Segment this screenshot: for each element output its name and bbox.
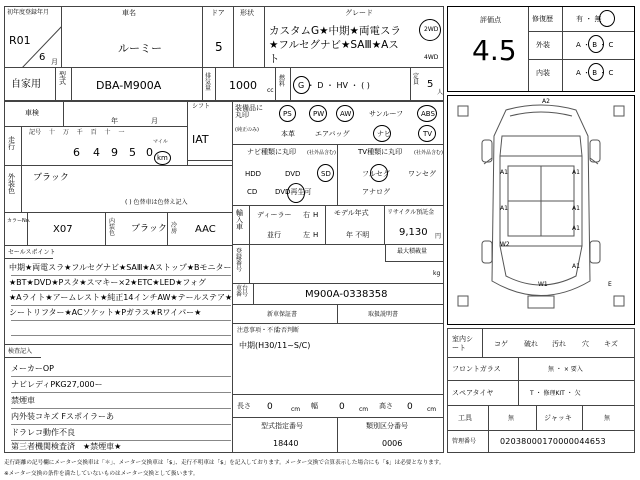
nav-type-item: HDD (245, 170, 262, 178)
nav-type-item: SD (321, 170, 331, 178)
model-year-label: モデル年式 (334, 209, 369, 217)
interior-color-label: 内装色 (109, 218, 116, 237)
aircon: AAC (195, 224, 216, 235)
displacement-label: 排気量 (205, 73, 212, 92)
control-number-label: 管理番号 (452, 438, 477, 445)
tv-type-item: ワンセグ (408, 170, 436, 178)
tools-divider3 (582, 406, 583, 431)
sales-point-cell (4, 245, 233, 345)
sales-rule (11, 320, 231, 321)
control-divider (488, 431, 489, 453)
displacement-divider (215, 68, 216, 101)
interior-color: ブラック (131, 224, 167, 234)
tools-divider2 (536, 406, 537, 431)
new-car-warranty-cell (232, 304, 338, 324)
tv-type-sub: (社外品含む) (414, 150, 443, 156)
sales-line: シートリフター★ACソケット★Pガラス★Rワイパー★ (9, 308, 202, 317)
shift-value: IAT (192, 133, 209, 146)
type-number-cell (232, 417, 338, 453)
equipment-item: TV (423, 130, 433, 138)
aircon-label: 冷房 (171, 222, 178, 235)
spare-tire-cell (447, 380, 635, 406)
score-value: 4.5 (472, 34, 517, 67)
capacity-cell (410, 67, 444, 101)
spare-divider (518, 381, 519, 406)
max-load-unit: kg (433, 270, 441, 277)
equipment-cell (232, 101, 444, 145)
interior-grade-options: A ・ B ・ C (576, 69, 614, 77)
class-number-label: 類別区分番号 (366, 422, 408, 430)
equipment-item: エアバッグ (315, 130, 350, 138)
repair-history-options: 有 ・ 無 (576, 15, 602, 23)
width-label: 幅 (311, 402, 318, 410)
inspection-underline (5, 357, 41, 358)
door-cell (202, 6, 234, 68)
displacement-unit: cc (267, 87, 274, 94)
car-name: ルーミー (118, 42, 162, 55)
class-number: 0006 (382, 439, 403, 448)
car-name-label: 車名 (122, 9, 136, 17)
plate-hline (385, 261, 444, 262)
tv-type-item: フルセグ (362, 170, 390, 178)
import-label: 輸入車 (236, 209, 243, 231)
footer-note-1: 走行距離の記号欄にメーター交換車は「＊」、メーター交換車は「$」、走行不明車は「$」を記入しております。メーター交換で合算表示した場合にも「$」は必要となります。 (4, 460, 445, 466)
manual-cell (337, 304, 444, 324)
mile-label: マイル (153, 139, 168, 145)
capacity-unit: 人 (437, 89, 444, 96)
damage-mark: A1 (572, 225, 580, 232)
front-glass-value: 無 ・ × 要入 (548, 366, 583, 373)
drive-4wd: 4WD (424, 54, 439, 61)
door-label: ドア (211, 9, 225, 17)
inspection-line: 禁煙車 (11, 396, 35, 405)
notes-label: 注意事項・不良 (237, 327, 280, 334)
sales-point-label: セールスポイント (8, 249, 56, 256)
dvd-play-circle (287, 183, 305, 203)
width-value: 0 (339, 402, 345, 412)
exterior-color-label: 外装色 (8, 173, 15, 195)
right-label: 右 (303, 211, 310, 219)
navi-circle (373, 125, 391, 142)
nav-type-sub: (社外品含む) (307, 150, 336, 156)
grade-cell (264, 6, 444, 68)
model-year-cell (325, 205, 385, 245)
tools-value: 無 (508, 415, 515, 422)
aw-circle (336, 105, 354, 122)
first-registration-cell (4, 6, 62, 68)
shape-label: 形状 (240, 9, 254, 17)
sales-rule (11, 290, 231, 291)
damage-mark: A1 (500, 205, 508, 212)
damage-mark: W1 (538, 281, 548, 288)
pw-circle (309, 105, 327, 122)
displacement-cell (202, 67, 276, 101)
repair-history-label: 修復歴 (532, 15, 553, 23)
sales-rule (11, 305, 231, 306)
tv-type-label: TV種類に丸印 (358, 148, 403, 156)
mileage-label-divider (21, 127, 22, 166)
inspection-notes-cell (4, 344, 233, 453)
drive-2wd: 2WD (424, 26, 439, 33)
tv-circle (418, 125, 436, 142)
plate-cell (232, 244, 444, 284)
exterior-color: ブラック (33, 173, 69, 183)
inspection-line: 内外装コキズ Fスポイラーあ (11, 412, 114, 421)
inspection-date-cell (4, 101, 188, 127)
footer-note-2: ※メーター交換の条件を満たしていないものはメーター交換として扱います。 (4, 471, 199, 477)
height-value: 0 (407, 402, 413, 412)
equipment-item: サンルーフ (369, 110, 404, 118)
height-label: 高さ (379, 402, 393, 410)
parallel-label: 並行 (267, 231, 281, 239)
seat-item: キズ (604, 340, 618, 348)
mileage-label: 走行 (8, 136, 15, 151)
inspection-year-unit: 年 (111, 117, 118, 125)
exterior-color-divider (21, 166, 22, 213)
color-code-divider3 (167, 213, 168, 246)
shift-label: シフト (192, 103, 211, 110)
height-unit: cm (427, 406, 437, 413)
dimensions-cell (232, 394, 444, 418)
fuel-label: 燃料 (279, 75, 286, 88)
door-count: 5 (215, 40, 223, 54)
displacement: 1000 (229, 79, 257, 92)
manual: 取扱説明書 (368, 311, 399, 318)
inspection-label: 車検 (25, 109, 39, 117)
front-glass-divider (518, 358, 519, 381)
sales-rule (11, 335, 231, 336)
damage-mark: A1 (572, 169, 580, 176)
sales-rule (11, 275, 231, 276)
new-car-warranty: 新車保証書 (267, 311, 298, 318)
grade-text: カスタムG★中期★両電スラ★フルセグナビ★SAⅢ★Aスト (269, 25, 401, 66)
chassis-cell (232, 283, 444, 305)
interior-grade-label: 内装 (536, 69, 550, 77)
plate-divider2 (385, 245, 386, 261)
km-unit: km (157, 154, 168, 162)
sales-underline (5, 258, 53, 259)
sales-line: ★Aライト★アームレスト★純正14インチAW★テールステア★ (9, 293, 233, 302)
equipment-item: ABS (421, 110, 435, 118)
max-load-label: 最大積載量 (397, 248, 428, 255)
seat-item: コゲ (494, 340, 508, 348)
mileage-digit: 6 (73, 146, 80, 159)
equipment-item: PW (313, 110, 325, 118)
use-type: 自家用 (11, 79, 41, 90)
nav-type-item: DVD再生可 (275, 188, 312, 196)
month-unit: 月 (51, 58, 58, 66)
color-code-label: カラーNo. (7, 218, 31, 224)
left-label: 左 (303, 231, 310, 239)
damage-mark: A1 (572, 263, 580, 270)
type-number: 18440 (273, 439, 299, 448)
dealer-label: ディーラー (257, 211, 292, 219)
tv-type-item: アナログ (362, 188, 390, 196)
color-code-divider2 (105, 213, 106, 246)
nav-type-item: DVD (285, 170, 301, 178)
length-label: 長さ (237, 402, 251, 410)
score-label: 評価点 (480, 16, 501, 24)
seat-cell (447, 328, 635, 358)
tools-label: 工具 (458, 414, 472, 422)
inspection-line: 第三者機関検査済 ★禁煙車★ (11, 442, 122, 451)
shift-cell (187, 101, 233, 161)
recycle-amount: 9,130 (399, 227, 428, 238)
color-code: X07 (53, 224, 73, 235)
notes-sub: 合否判断 (275, 327, 300, 334)
km-circle (154, 151, 171, 165)
exterior-color-cell (4, 165, 233, 213)
jack-label: ジャッキ (544, 414, 572, 422)
fuel-options: G ・ D ・ HV ・ ( ) (298, 81, 370, 90)
fuel-gasoline-circle (293, 76, 310, 94)
equipment-item: 本革 (281, 130, 295, 138)
length-value: 0 (267, 402, 273, 412)
score-panel (447, 6, 635, 92)
registration-year: R01 (9, 34, 31, 47)
control-number: 02038000170000044653 (500, 437, 606, 446)
digit-units: 記号 十 万 千 百 十 一 (29, 129, 125, 136)
seat-item: 汚れ (552, 340, 566, 348)
color-change-note: ( ) 色替車は色替え記入 (125, 199, 188, 206)
inspection-rule (11, 408, 231, 409)
inspection-divider (63, 102, 64, 127)
model-cell (55, 67, 203, 101)
inspection-notes-label: 検査記入 (8, 348, 33, 355)
seat-item: 破れ (524, 340, 538, 348)
fullseg-circle (370, 164, 388, 182)
interior-b-circle (588, 63, 604, 81)
recycle-label: リサイクル預託金 (387, 209, 435, 216)
exterior-grade-options: A ・ B ・ C (576, 41, 614, 49)
inspection-rule (11, 392, 231, 393)
jack-value: 無 (604, 415, 611, 422)
equipment-label: 装備品に丸印 (235, 104, 263, 119)
sd-circle (317, 164, 334, 182)
inspection-month-unit: 月 (151, 117, 158, 125)
front-glass-label: フロントガラス (452, 365, 501, 373)
sales-line: ★BT★DVD★Pスタ★スマキー×2★ETC★LED★フォグ (9, 278, 207, 287)
seat-label: 室内シート (452, 335, 473, 353)
damage-mark: A1 (500, 169, 508, 176)
recycle-cell (384, 205, 444, 245)
mileage-digit: 0 (146, 146, 153, 159)
length-unit: cm (291, 406, 301, 413)
capacity: 5 (427, 79, 434, 90)
damage-mark: E (608, 281, 612, 288)
nav-type-item: CD (247, 188, 258, 196)
inspection-line: メーカーOP (11, 364, 54, 373)
notes-content: 中期(H30/11~S/C) (239, 341, 311, 350)
model-label: 型式 (59, 71, 66, 86)
inspection-rule (11, 440, 231, 441)
car-name-cell (61, 6, 203, 68)
mileage-digit: 9 (111, 146, 118, 159)
equipment-item: ナビ (377, 130, 391, 138)
mileage-cell (4, 126, 188, 166)
car-diagram-panel (447, 95, 635, 325)
shape-cell (233, 6, 265, 68)
chassis-divider (253, 284, 254, 305)
equipment-item: AW (340, 110, 352, 118)
width-unit: cm (359, 406, 369, 413)
nav-type-label: ナビ種類に丸印 (247, 148, 296, 156)
plate-label: 登録番号 (236, 248, 243, 273)
inspection-rule (11, 376, 231, 377)
left-h-label: H (313, 231, 319, 239)
score-row-line2 (528, 59, 634, 60)
grade-label: グレード (345, 9, 373, 17)
model-code: DBA-M900A (96, 79, 162, 92)
import-cell (232, 205, 326, 245)
ps-circle (279, 105, 296, 122)
class-number-cell (337, 417, 444, 453)
registration-month: 6 (39, 52, 46, 63)
notes-cell (232, 323, 444, 395)
model-year: 年 不明 (346, 231, 370, 239)
fuel-cell (275, 67, 411, 101)
import-divider (249, 206, 250, 245)
score-divider (528, 7, 529, 91)
car-diagram (448, 96, 634, 324)
plate-divider (249, 245, 250, 284)
equipment-sub-label: (純正のみ) (235, 127, 259, 133)
color-code-divider (27, 213, 28, 246)
spare-tire-value: T ・ 修理KIT ・ 欠 (530, 390, 581, 397)
seat-item: 穴 (582, 340, 589, 348)
sales-line: 中期★両電スラ★フルセグナビ★SAⅢ★Aストップ★Bモニター (9, 263, 232, 272)
damage-mark: W2 (500, 241, 510, 248)
score-label-divider (562, 7, 563, 91)
damage-mark: A2 (542, 98, 550, 105)
tools-cell (447, 405, 635, 431)
inspection-rule (11, 424, 231, 425)
chassis-label: 車台番号 (236, 285, 249, 298)
recycle-unit: 円 (435, 233, 442, 240)
use-cell (4, 67, 56, 101)
score-row-line1 (528, 31, 634, 32)
equipment-item: PS (283, 110, 292, 118)
year-month-divider (5, 7, 62, 68)
nav-type-cell (232, 144, 338, 206)
mileage-digit: 5 (129, 146, 136, 159)
type-number-label: 型式指定番号 (261, 422, 303, 430)
color-code-row (4, 212, 233, 246)
mileage-digit: 4 (93, 146, 100, 159)
control-number-cell (447, 430, 635, 453)
fuel-divider (290, 68, 291, 101)
first-registration-label: 初年度登録年月 (7, 9, 50, 16)
right-h-label: H (313, 211, 319, 219)
damage-mark: A1 (572, 205, 580, 212)
inspection-line: ドラレコ動作不良 (11, 428, 75, 437)
front-glass-cell (447, 357, 635, 381)
repair-none-circle (599, 10, 615, 27)
tv-type-cell (337, 144, 444, 206)
chassis-number: M900A-0338358 (305, 289, 388, 300)
tools-divider (488, 406, 489, 431)
capacity-label: 定員 (413, 73, 420, 86)
exterior-grade-label: 外装 (536, 41, 550, 49)
inspection-line: ナビレディPKG27,000ー (11, 380, 103, 389)
abs-circle (417, 105, 437, 122)
spare-tire-label: スペアタイヤ (452, 389, 494, 397)
exterior-b-circle (588, 35, 604, 53)
drive-2wd-circle (419, 19, 441, 41)
model-divider (71, 68, 72, 101)
seat-divider (482, 329, 483, 358)
